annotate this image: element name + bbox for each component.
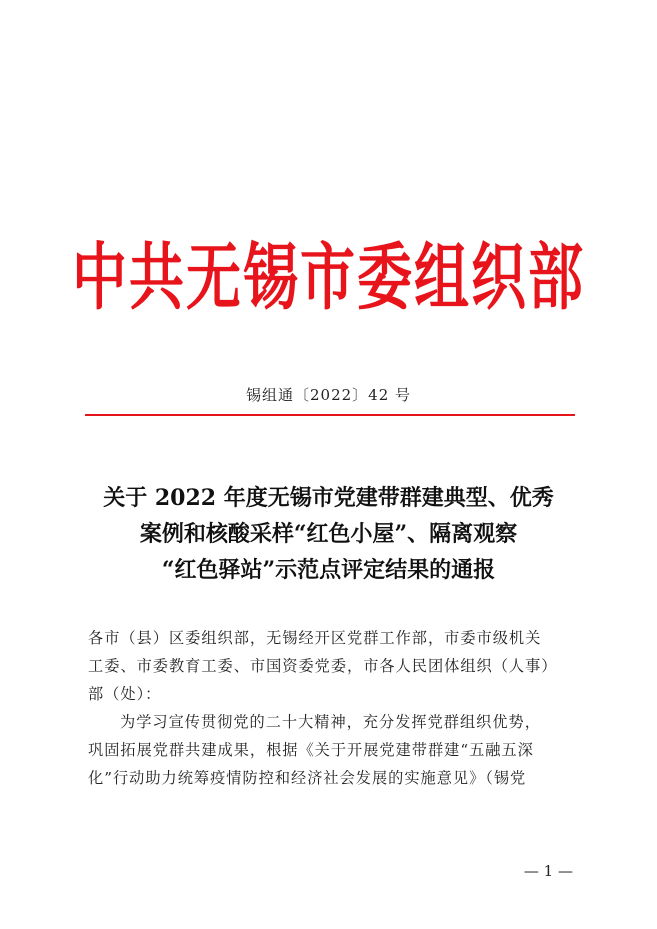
page-number: — 1 — [523, 862, 573, 880]
recipients-paragraph [88, 624, 578, 708]
recipients-line-3: 部（处）： [88, 685, 162, 703]
recipients-line-2: 工委、市委教育工委、市国资委党委，市各人民团体组织（人事） [88, 657, 558, 675]
body-line-3: 化”行动助力统筹疫情防控和经济社会发展的实施意见》（锡党 [88, 769, 527, 787]
document-body [88, 624, 578, 792]
issuing-organization-header: 中共无锡市委组织部 [71, 235, 585, 320]
document-number: 锡组通〔2022〕42 号 [245, 386, 412, 404]
document-title [0, 480, 657, 588]
red-divider-line [85, 414, 575, 416]
title-line-3: “红色驿站”示范点评定结果的通报 [161, 557, 496, 583]
title-line-2: 案例和核酸采样“红色小屋”、隔离观察 [139, 521, 518, 547]
body-line-2: 巩固拓展党群共建成果，根据《关于开展党建带群建“五融五深 [88, 741, 534, 759]
title-line-1: 关于 2022 年度无锡市党建带群建典型、优秀 [103, 485, 554, 511]
body-paragraph [88, 708, 578, 792]
recipients-line-1: 各市（县）区委组织部，无锡经开区党群工作部，市委市级机关 [88, 629, 542, 647]
body-line-1: 为学习宣传贯彻党的二十大精神，充分发挥党群组织优势， [120, 713, 541, 731]
